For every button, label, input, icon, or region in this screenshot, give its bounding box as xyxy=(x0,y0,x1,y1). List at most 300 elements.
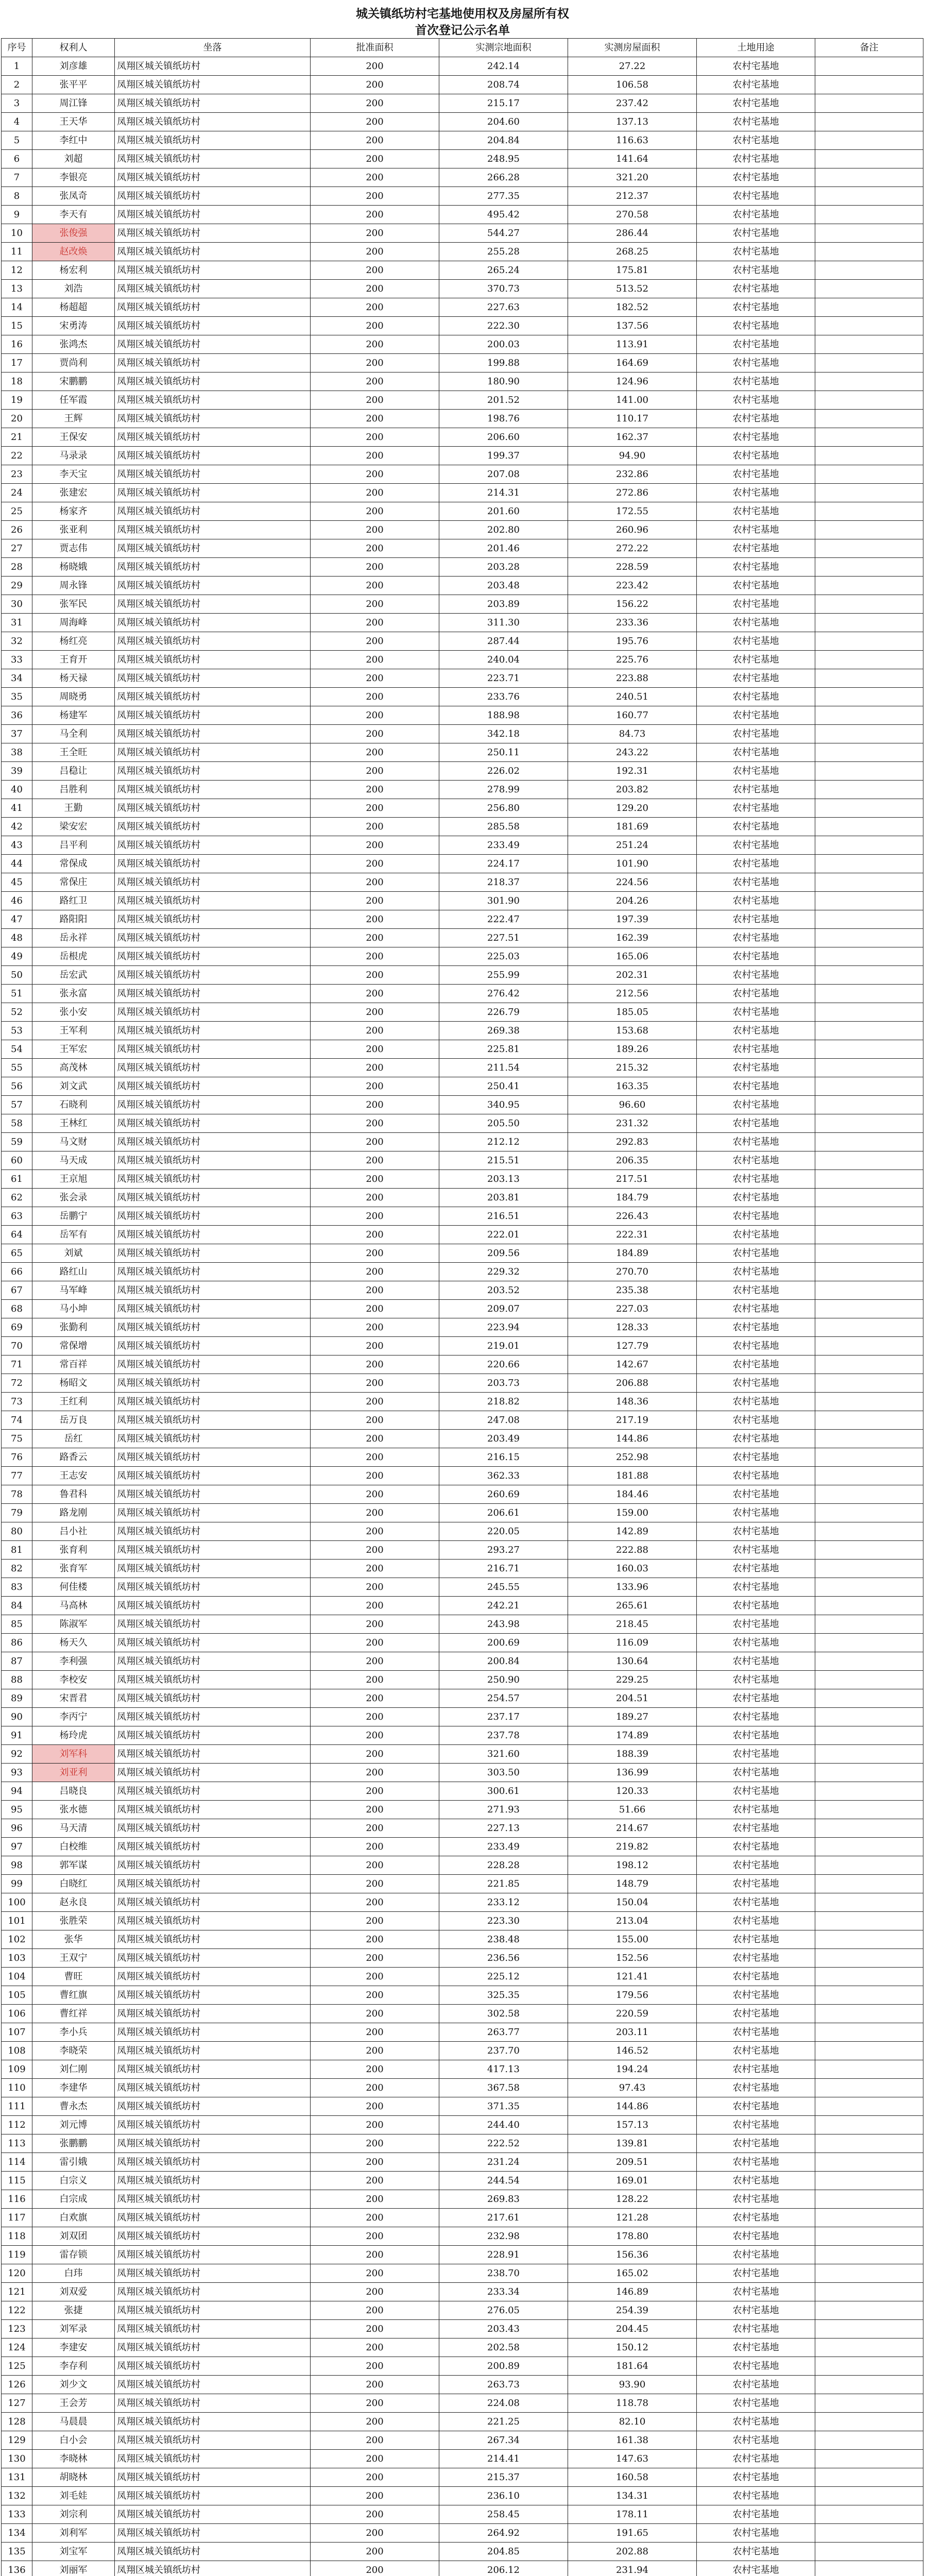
cell-location: 凤翔区城关镇纸坊村 xyxy=(115,131,311,150)
cell-owner: 张会录 xyxy=(32,1189,115,1207)
cell-owner: 李天宝 xyxy=(32,465,115,484)
cell-building-area: 213.04 xyxy=(568,1912,697,1930)
cell-location: 凤翔区城关镇纸坊村 xyxy=(115,1782,311,1801)
cell-remark xyxy=(815,1634,923,1652)
cell-land-use: 农村宅基地 xyxy=(697,1689,815,1708)
cell-owner: 王红利 xyxy=(32,1393,115,1411)
cell-land-use: 农村宅基地 xyxy=(697,1151,815,1170)
cell-parcel-area: 200.69 xyxy=(439,1634,568,1652)
cell-location: 凤翔区城关镇纸坊村 xyxy=(115,1022,311,1040)
cell-approved-area: 200 xyxy=(311,150,439,168)
cell-parcel-area: 285.58 xyxy=(439,818,568,836)
cell-approved-area: 200 xyxy=(311,2134,439,2153)
cell-index: 51 xyxy=(2,985,32,1003)
cell-building-area: 101.90 xyxy=(568,855,697,873)
cell-index: 124 xyxy=(2,2338,32,2357)
table-row xyxy=(2,1448,923,1467)
cell-approved-area: 200 xyxy=(311,2338,439,2357)
cell-index: 17 xyxy=(2,354,32,372)
cell-location: 凤翔区城关镇纸坊村 xyxy=(115,2172,311,2190)
cell-location: 凤翔区城关镇纸坊村 xyxy=(115,632,311,651)
table-row xyxy=(2,2301,923,2320)
table-header-row xyxy=(2,39,923,57)
cell-remark xyxy=(815,799,923,818)
cell-owner: 宋晋君 xyxy=(32,1689,115,1708)
cell-approved-area: 200 xyxy=(311,2264,439,2283)
table-row xyxy=(2,1615,923,1634)
table-row xyxy=(2,2320,923,2338)
cell-index: 70 xyxy=(2,1337,32,1355)
cell-building-area: 127.79 xyxy=(568,1337,697,1355)
cell-building-area: 175.81 xyxy=(568,261,697,280)
cell-approved-area: 200 xyxy=(311,1485,439,1504)
cell-index: 14 xyxy=(2,298,32,317)
cell-index: 135 xyxy=(2,2543,32,2561)
cell-index: 80 xyxy=(2,1522,32,1541)
cell-building-area: 150.04 xyxy=(568,1893,697,1912)
cell-building-area: 235.38 xyxy=(568,1281,697,1300)
cell-owner: 白玮 xyxy=(32,2264,115,2283)
cell-index: 45 xyxy=(2,873,32,892)
cell-approved-area: 200 xyxy=(311,2468,439,2487)
cell-owner: 王全旺 xyxy=(32,743,115,762)
cell-approved-area: 200 xyxy=(311,2005,439,2023)
cell-building-area: 184.79 xyxy=(568,1189,697,1207)
cell-parcel-area: 250.41 xyxy=(439,1077,568,1096)
cell-remark xyxy=(815,743,923,762)
cell-location: 凤翔区城关镇纸坊村 xyxy=(115,1448,311,1467)
cell-approved-area: 200 xyxy=(311,2413,439,2431)
cell-index: 40 xyxy=(2,781,32,799)
cell-land-use: 农村宅基地 xyxy=(697,1003,815,1022)
cell-parcel-area: 362.33 xyxy=(439,1467,568,1485)
cell-parcel-area: 544.27 xyxy=(439,224,568,243)
cell-remark xyxy=(815,131,923,150)
cell-parcel-area: 217.61 xyxy=(439,2209,568,2227)
cell-building-area: 232.86 xyxy=(568,465,697,484)
cell-owner: 张鹏鹏 xyxy=(32,2134,115,2153)
cell-parcel-area: 370.73 xyxy=(439,280,568,298)
table-row xyxy=(2,2338,923,2357)
cell-owner: 张俊强 xyxy=(32,224,115,243)
cell-owner: 杨超超 xyxy=(32,298,115,317)
cell-parcel-area: 209.56 xyxy=(439,1244,568,1263)
cell-location: 凤翔区城关镇纸坊村 xyxy=(115,762,311,781)
cell-owner: 刘少文 xyxy=(32,2376,115,2394)
cell-land-use: 农村宅基地 xyxy=(697,2543,815,2561)
table-row xyxy=(2,558,923,577)
cell-building-area: 129.20 xyxy=(568,799,697,818)
cell-land-use: 农村宅基地 xyxy=(697,1244,815,1263)
cell-owner: 梁安宏 xyxy=(32,818,115,836)
cell-index: 29 xyxy=(2,577,32,595)
cell-location: 凤翔区城关镇纸坊村 xyxy=(115,57,311,76)
cell-approved-area: 200 xyxy=(311,2172,439,2190)
cell-land-use: 农村宅基地 xyxy=(697,76,815,94)
cell-index: 71 xyxy=(2,1355,32,1374)
cell-land-use: 农村宅基地 xyxy=(697,1263,815,1281)
cell-land-use: 农村宅基地 xyxy=(697,150,815,168)
cell-land-use: 农村宅基地 xyxy=(697,966,815,985)
cell-approved-area: 200 xyxy=(311,2209,439,2227)
cell-remark xyxy=(815,206,923,224)
cell-parcel-area: 242.21 xyxy=(439,1597,568,1615)
cell-parcel-area: 269.38 xyxy=(439,1022,568,1040)
cell-land-use: 农村宅基地 xyxy=(697,2042,815,2060)
cell-land-use: 农村宅基地 xyxy=(697,465,815,484)
cell-land-use: 农村宅基地 xyxy=(697,1170,815,1189)
table-row xyxy=(2,76,923,94)
cell-parcel-area: 228.91 xyxy=(439,2246,568,2264)
cell-remark xyxy=(815,2468,923,2487)
cell-owner: 王勤 xyxy=(32,799,115,818)
cell-remark xyxy=(815,1875,923,1893)
cell-approved-area: 200 xyxy=(311,2487,439,2505)
cell-parcel-area: 233.76 xyxy=(439,688,568,706)
cell-owner: 宋鹏鹏 xyxy=(32,372,115,391)
table-row xyxy=(2,2431,923,2450)
cell-building-area: 133.96 xyxy=(568,1578,697,1597)
cell-land-use: 农村宅基地 xyxy=(697,2264,815,2283)
cell-remark xyxy=(815,2134,923,2153)
cell-location: 凤翔区城关镇纸坊村 xyxy=(115,2450,311,2468)
cell-remark xyxy=(815,1430,923,1448)
cell-remark xyxy=(815,354,923,372)
table-body xyxy=(2,57,923,2576)
cell-parcel-area: 258.45 xyxy=(439,2505,568,2524)
cell-owner: 吕胜利 xyxy=(32,781,115,799)
cell-approved-area: 200 xyxy=(311,2431,439,2450)
cell-parcel-area: 215.51 xyxy=(439,1151,568,1170)
cell-approved-area: 200 xyxy=(311,1782,439,1801)
cell-owner: 杨宏利 xyxy=(32,261,115,280)
cell-building-area: 203.82 xyxy=(568,781,697,799)
cell-owner: 刘仁刚 xyxy=(32,2060,115,2079)
cell-owner: 张勤利 xyxy=(32,1318,115,1337)
cell-approved-area: 200 xyxy=(311,725,439,743)
table-row xyxy=(2,1838,923,1856)
table-row xyxy=(2,94,923,113)
cell-parcel-area: 240.04 xyxy=(439,651,568,669)
cell-location: 凤翔区城关镇纸坊村 xyxy=(115,2190,311,2209)
cell-building-area: 160.77 xyxy=(568,706,697,725)
cell-parcel-area: 180.90 xyxy=(439,372,568,391)
cell-index: 20 xyxy=(2,410,32,428)
cell-building-area: 223.88 xyxy=(568,669,697,688)
cell-building-area: 82.10 xyxy=(568,2413,697,2431)
cell-index: 63 xyxy=(2,1207,32,1226)
cell-location: 凤翔区城关镇纸坊村 xyxy=(115,892,311,910)
cell-owner: 岳鹏宁 xyxy=(32,1207,115,1226)
table-row xyxy=(2,280,923,298)
cell-owner: 张华 xyxy=(32,1930,115,1949)
cell-location: 凤翔区城关镇纸坊村 xyxy=(115,206,311,224)
cell-owner: 杨昭文 xyxy=(32,1374,115,1393)
cell-remark xyxy=(815,1374,923,1393)
cell-building-area: 136.99 xyxy=(568,1764,697,1782)
cell-approved-area: 200 xyxy=(311,1244,439,1263)
cell-remark xyxy=(815,2116,923,2134)
table-row xyxy=(2,595,923,614)
cell-building-area: 155.00 xyxy=(568,1930,697,1949)
cell-land-use: 农村宅基地 xyxy=(697,1318,815,1337)
cell-building-area: 116.09 xyxy=(568,1634,697,1652)
cell-building-area: 172.55 xyxy=(568,502,697,521)
cell-approved-area: 200 xyxy=(311,168,439,187)
cell-building-area: 209.51 xyxy=(568,2153,697,2172)
cell-building-area: 214.67 xyxy=(568,1819,697,1838)
cell-parcel-area: 206.60 xyxy=(439,428,568,447)
table-row xyxy=(2,873,923,892)
col-header-location: 坐落 xyxy=(115,39,311,57)
cell-building-area: 195.76 xyxy=(568,632,697,651)
cell-index: 98 xyxy=(2,1856,32,1875)
cell-owner: 吕晓良 xyxy=(32,1782,115,1801)
cell-building-area: 146.89 xyxy=(568,2283,697,2301)
cell-building-area: 223.42 xyxy=(568,577,697,595)
cell-index: 88 xyxy=(2,1671,32,1689)
cell-land-use: 农村宅基地 xyxy=(697,855,815,873)
cell-approved-area: 200 xyxy=(311,706,439,725)
cell-remark xyxy=(815,2023,923,2042)
cell-parcel-area: 223.94 xyxy=(439,1318,568,1337)
cell-index: 24 xyxy=(2,484,32,502)
cell-approved-area: 200 xyxy=(311,2116,439,2134)
cell-location: 凤翔区城关镇纸坊村 xyxy=(115,2042,311,2060)
table-row xyxy=(2,1782,923,1801)
cell-remark xyxy=(815,502,923,521)
cell-location: 凤翔区城关镇纸坊村 xyxy=(115,855,311,873)
cell-remark xyxy=(815,261,923,280)
cell-owner: 王天华 xyxy=(32,113,115,131)
cell-index: 76 xyxy=(2,1448,32,1467)
cell-land-use: 农村宅基地 xyxy=(697,280,815,298)
cell-land-use: 农村宅基地 xyxy=(697,1764,815,1782)
cell-building-area: 153.68 xyxy=(568,1022,697,1040)
cell-remark xyxy=(815,1930,923,1949)
cell-index: 25 xyxy=(2,502,32,521)
table-row xyxy=(2,1745,923,1764)
cell-building-area: 148.79 xyxy=(568,1875,697,1893)
table-row xyxy=(2,1374,923,1393)
cell-owner: 白欢旗 xyxy=(32,2209,115,2227)
cell-parcel-area: 222.30 xyxy=(439,317,568,335)
cell-owner: 郭军谋 xyxy=(32,1856,115,1875)
cell-land-use: 农村宅基地 xyxy=(697,298,815,317)
cell-location: 凤翔区城关镇纸坊村 xyxy=(115,651,311,669)
cell-land-use: 农村宅基地 xyxy=(697,484,815,502)
cell-land-use: 农村宅基地 xyxy=(697,2005,815,2023)
table-row xyxy=(2,1040,923,1059)
cell-owner: 杨天久 xyxy=(32,1634,115,1652)
cell-land-use: 农村宅基地 xyxy=(697,1467,815,1485)
cell-parcel-area: 495.42 xyxy=(439,206,568,224)
cell-parcel-area: 222.52 xyxy=(439,2134,568,2153)
cell-owner: 张军民 xyxy=(32,595,115,614)
cell-owner: 张凤奇 xyxy=(32,187,115,206)
cell-parcel-area: 276.42 xyxy=(439,985,568,1003)
cell-index: 13 xyxy=(2,280,32,298)
cell-land-use: 农村宅基地 xyxy=(697,391,815,410)
cell-parcel-area: 219.01 xyxy=(439,1337,568,1355)
cell-remark xyxy=(815,1151,923,1170)
cell-approved-area: 200 xyxy=(311,131,439,150)
cell-remark xyxy=(815,1263,923,1281)
cell-owner: 王保安 xyxy=(32,428,115,447)
cell-parcel-area: 302.58 xyxy=(439,2005,568,2023)
cell-approved-area: 200 xyxy=(311,2301,439,2320)
table-row xyxy=(2,2060,923,2079)
cell-parcel-area: 367.58 xyxy=(439,2079,568,2097)
cell-remark xyxy=(815,1040,923,1059)
cell-parcel-area: 321.60 xyxy=(439,1745,568,1764)
cell-location: 凤翔区城关镇纸坊村 xyxy=(115,354,311,372)
cell-remark xyxy=(815,1726,923,1745)
cell-parcel-area: 200.03 xyxy=(439,335,568,354)
cell-index: 111 xyxy=(2,2097,32,2116)
cell-owner: 杨玲虎 xyxy=(32,1726,115,1745)
cell-owner: 雷存锁 xyxy=(32,2246,115,2264)
cell-index: 93 xyxy=(2,1764,32,1782)
cell-building-area: 184.46 xyxy=(568,1485,697,1504)
cell-location: 凤翔区城关镇纸坊村 xyxy=(115,76,311,94)
cell-owner: 贾尚利 xyxy=(32,354,115,372)
cell-approved-area: 200 xyxy=(311,577,439,595)
cell-remark xyxy=(815,1764,923,1782)
cell-location: 凤翔区城关镇纸坊村 xyxy=(115,947,311,966)
cell-remark xyxy=(815,2153,923,2172)
cell-index: 42 xyxy=(2,818,32,836)
cell-approved-area: 200 xyxy=(311,1522,439,1541)
cell-location: 凤翔区城关镇纸坊村 xyxy=(115,1726,311,1745)
cell-location: 凤翔区城关镇纸坊村 xyxy=(115,2394,311,2413)
table-row xyxy=(2,1912,923,1930)
cell-index: 123 xyxy=(2,2320,32,2338)
cell-land-use: 农村宅基地 xyxy=(697,1059,815,1077)
cell-remark xyxy=(815,317,923,335)
cell-index: 86 xyxy=(2,1634,32,1652)
table-row xyxy=(2,1726,923,1745)
cell-building-area: 212.56 xyxy=(568,985,697,1003)
cell-land-use: 农村宅基地 xyxy=(697,1374,815,1393)
cell-building-area: 113.91 xyxy=(568,335,697,354)
cell-remark xyxy=(815,2505,923,2524)
cell-remark xyxy=(815,2450,923,2468)
cell-land-use: 农村宅基地 xyxy=(697,2153,815,2172)
cell-approved-area: 200 xyxy=(311,2190,439,2209)
cell-building-area: 148.36 xyxy=(568,1393,697,1411)
cell-approved-area: 200 xyxy=(311,688,439,706)
col-header-index: 序号 xyxy=(2,39,32,57)
cell-building-area: 137.13 xyxy=(568,113,697,131)
table-row xyxy=(2,688,923,706)
cell-owner: 王辉 xyxy=(32,410,115,428)
cell-parcel-area: 203.89 xyxy=(439,595,568,614)
cell-owner: 常百祥 xyxy=(32,1355,115,1374)
cell-index: 6 xyxy=(2,150,32,168)
cell-location: 凤翔区城关镇纸坊村 xyxy=(115,1040,311,1059)
cell-parcel-area: 263.77 xyxy=(439,2023,568,2042)
cell-building-area: 156.22 xyxy=(568,595,697,614)
cell-location: 凤翔区城关镇纸坊村 xyxy=(115,2060,311,2079)
cell-land-use: 农村宅基地 xyxy=(697,1912,815,1930)
cell-location: 凤翔区城关镇纸坊村 xyxy=(115,1170,311,1189)
cell-owner: 周江锋 xyxy=(32,94,115,113)
cell-parcel-area: 223.71 xyxy=(439,669,568,688)
cell-location: 凤翔区城关镇纸坊村 xyxy=(115,1912,311,1930)
cell-index: 134 xyxy=(2,2524,32,2543)
cell-index: 100 xyxy=(2,1893,32,1912)
cell-approved-area: 200 xyxy=(311,1114,439,1133)
cell-approved-area: 200 xyxy=(311,1578,439,1597)
cell-index: 127 xyxy=(2,2394,32,2413)
cell-approved-area: 200 xyxy=(311,1504,439,1522)
table-row xyxy=(2,1263,923,1281)
cell-land-use: 农村宅基地 xyxy=(697,1411,815,1430)
cell-remark xyxy=(815,2320,923,2338)
cell-parcel-area: 342.18 xyxy=(439,725,568,743)
cell-owner: 刘双爱 xyxy=(32,2283,115,2301)
table-row xyxy=(2,818,923,836)
cell-land-use: 农村宅基地 xyxy=(697,836,815,855)
cell-approved-area: 200 xyxy=(311,1337,439,1355)
table-row xyxy=(2,1170,923,1189)
cell-index: 61 xyxy=(2,1170,32,1189)
cell-land-use: 农村宅基地 xyxy=(697,818,815,836)
cell-location: 凤翔区城关镇纸坊村 xyxy=(115,985,311,1003)
cell-owner: 岳宏武 xyxy=(32,966,115,985)
cell-approved-area: 200 xyxy=(311,1170,439,1189)
cell-land-use: 农村宅基地 xyxy=(697,521,815,539)
cell-remark xyxy=(815,947,923,966)
cell-building-area: 94.90 xyxy=(568,447,697,465)
cell-index: 39 xyxy=(2,762,32,781)
cell-parcel-area: 220.66 xyxy=(439,1355,568,1374)
table-row xyxy=(2,1244,923,1263)
cell-location: 凤翔区城关镇纸坊村 xyxy=(115,2468,311,2487)
cell-parcel-area: 255.28 xyxy=(439,243,568,261)
cell-location: 凤翔区城关镇纸坊村 xyxy=(115,2320,311,2338)
cell-owner: 李红中 xyxy=(32,131,115,150)
cell-location: 凤翔区城关镇纸坊村 xyxy=(115,1355,311,1374)
cell-index: 92 xyxy=(2,1745,32,1764)
cell-owner: 周晓勇 xyxy=(32,688,115,706)
cell-land-use: 农村宅基地 xyxy=(697,2505,815,2524)
cell-index: 38 xyxy=(2,743,32,762)
table-row xyxy=(2,1708,923,1726)
cell-location: 凤翔区城关镇纸坊村 xyxy=(115,929,311,947)
cell-remark xyxy=(815,372,923,391)
cell-index: 65 xyxy=(2,1244,32,1263)
cell-remark xyxy=(815,836,923,855)
cell-approved-area: 200 xyxy=(311,910,439,929)
cell-parcel-area: 244.54 xyxy=(439,2172,568,2190)
cell-land-use: 农村宅基地 xyxy=(697,1893,815,1912)
table-row xyxy=(2,2246,923,2264)
cell-building-area: 233.36 xyxy=(568,614,697,632)
cell-remark xyxy=(815,1838,923,1856)
cell-building-area: 144.86 xyxy=(568,1430,697,1448)
cell-building-area: 161.38 xyxy=(568,2431,697,2450)
cell-land-use: 农村宅基地 xyxy=(697,1040,815,1059)
cell-owner: 岳根虎 xyxy=(32,947,115,966)
cell-owner: 王京旭 xyxy=(32,1170,115,1189)
cell-remark xyxy=(815,1782,923,1801)
table-row xyxy=(2,2227,923,2246)
cell-land-use: 农村宅基地 xyxy=(697,1522,815,1541)
cell-approved-area: 200 xyxy=(311,2524,439,2543)
cell-location: 凤翔区城关镇纸坊村 xyxy=(115,2209,311,2227)
